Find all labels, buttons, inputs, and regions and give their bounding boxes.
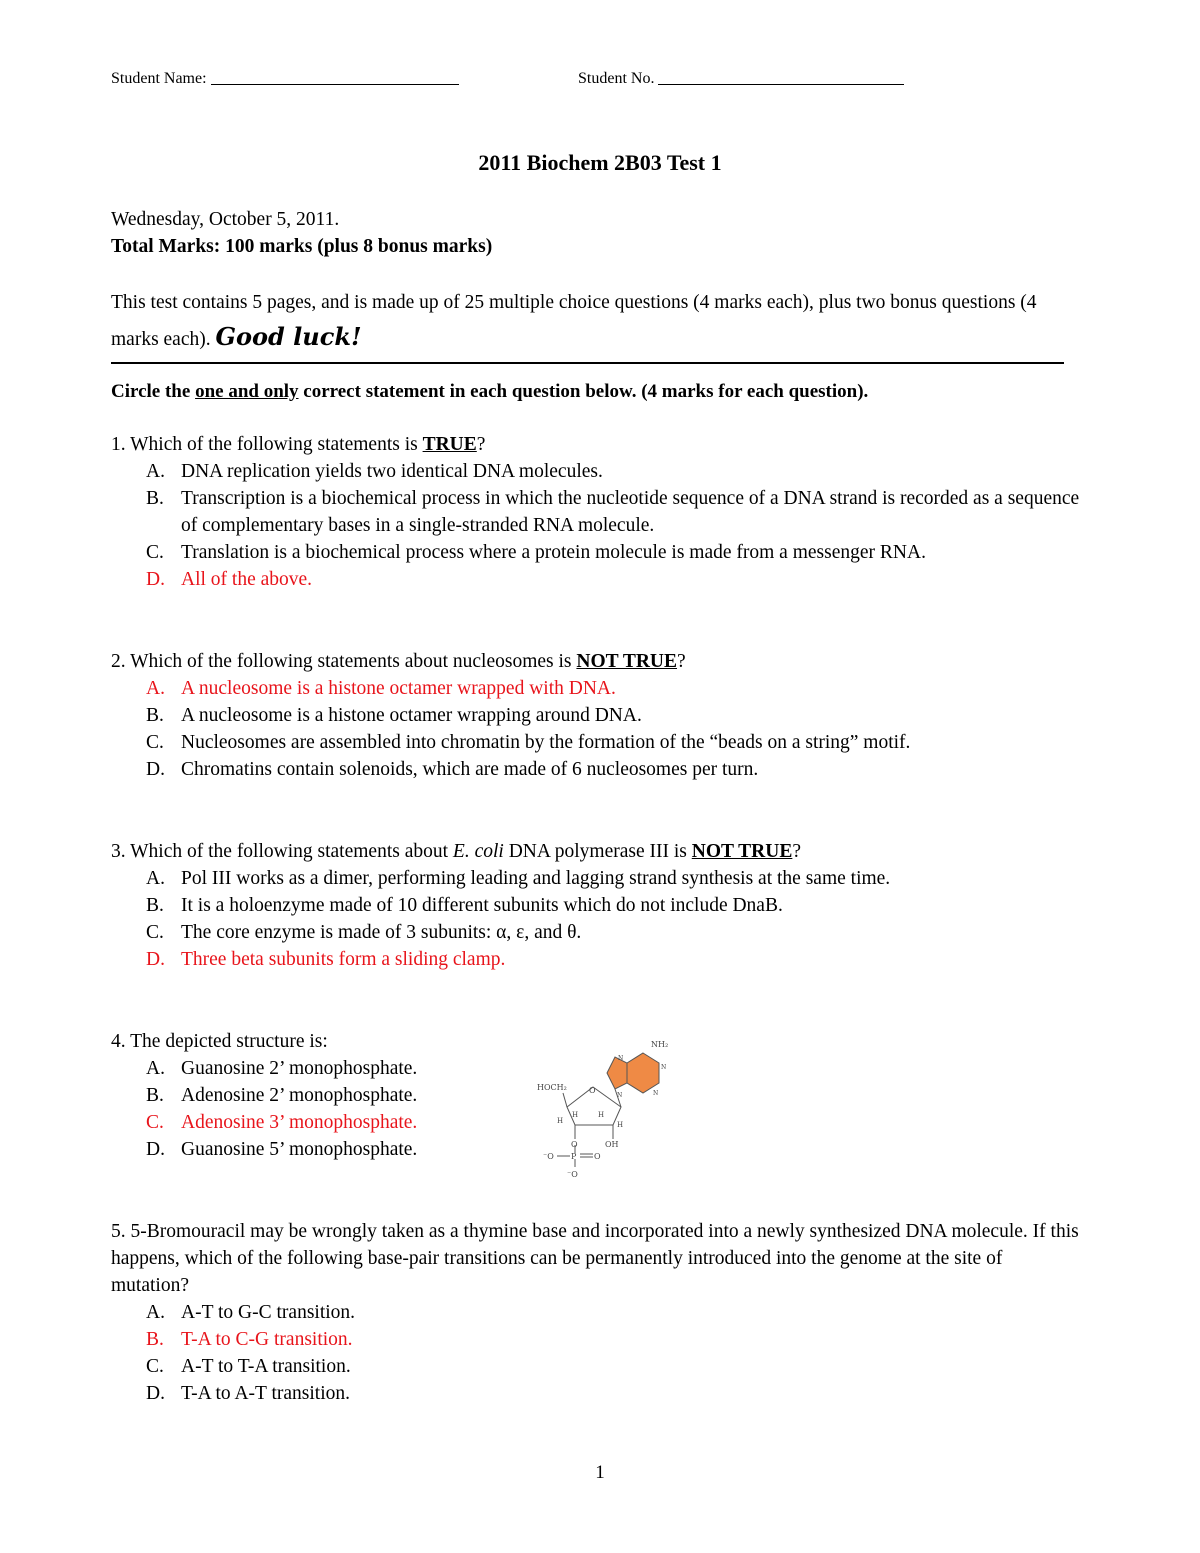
option-letter: C. [146, 732, 164, 753]
option-letter: C. [146, 1356, 164, 1377]
student-no-label: Student No. [578, 70, 655, 87]
divider-rule [111, 362, 1064, 364]
label-h-3: H [557, 1117, 564, 1125]
option-text: The core enzyme is made of 3 subunits: α, ε, and θ. [181, 922, 582, 943]
option-letter: B. [146, 895, 164, 916]
option-letter: A. [146, 461, 165, 482]
option-text: All of the above. [181, 569, 313, 590]
option-letter: B. [146, 488, 164, 509]
option-letter: B. [146, 1329, 164, 1350]
option-letter: D. [146, 949, 165, 970]
option-letter: C. [146, 542, 164, 563]
option-letter: A. [146, 678, 165, 699]
option-letter: C. [146, 1112, 164, 1133]
option-text: Pol III works as a dimer, performing leading and lagging strand synthesis at the same time. [181, 868, 891, 889]
label-o-minus-bottom: ⁻O [567, 1170, 578, 1179]
option-text: DNA replication yields two identical DNA molecules. [181, 461, 603, 482]
question-5 [111, 1218, 1081, 1407]
page-title: 2011 Biochem 2B03 Test 1 [478, 150, 722, 175]
stem-end: ? [476, 434, 486, 455]
ch2-bond [563, 1093, 567, 1107]
label-hoch2: HOCH₂ [537, 1083, 567, 1092]
option-a[interactable] [111, 458, 1081, 485]
stem-emphasis: TRUE [422, 434, 477, 455]
label-oh: OH [605, 1140, 619, 1149]
option-text: Nucleosomes are assembled into chromatin by the formation of the “beads on a string” motif. [181, 732, 911, 753]
student-no-field [578, 70, 904, 88]
label-o-minus-left: ⁻O [543, 1152, 554, 1161]
option-text: Three beta subunits form a sliding clamp. [181, 949, 506, 970]
option-text: Transcription is a biochemical process in which the nucleotide sequence of a DNA strand is recorded as a sequence of complementary bases in a single-stranded RNA molecule. [181, 488, 1080, 536]
option-text: Guanosine 5’ monophosphate. [181, 1139, 418, 1160]
option-text: A-T to G-C transition. [181, 1302, 356, 1323]
option-a[interactable] [111, 1055, 531, 1082]
label-nh2: NH₂ [651, 1040, 669, 1049]
question-1 [111, 431, 1081, 593]
option-d[interactable] [111, 1136, 531, 1163]
option-d[interactable] [111, 1380, 1081, 1407]
option-a[interactable] [111, 675, 1081, 702]
student-no-blank[interactable] [658, 83, 904, 85]
option-c[interactable] [111, 729, 1081, 756]
stem-end: ? [677, 651, 686, 672]
label-n-4: N [617, 1092, 623, 1099]
option-letter: B. [146, 1085, 164, 1106]
option-letter: A. [146, 868, 165, 889]
student-name-blank[interactable] [211, 83, 459, 85]
option-text: Adenosine 3’ monophosphate. [181, 1112, 418, 1133]
option-letter: D. [146, 569, 165, 590]
option-text: Adenosine 2’ monophosphate. [181, 1085, 418, 1106]
option-a[interactable] [111, 865, 1081, 892]
label-eq-o: O [594, 1152, 601, 1161]
option-d[interactable] [111, 566, 1081, 593]
option-text: Chromatins contain solenoids, which are made of 6 nucleosomes per turn. [181, 759, 759, 780]
stem-emphasis: NOT TRUE [691, 841, 793, 862]
label-o: O [571, 1140, 578, 1149]
option-letter: A. [146, 1302, 165, 1323]
stem-italic: E. coli [452, 841, 504, 862]
option-text: A nucleosome is a histone octamer wrapped with DNA. [181, 678, 616, 699]
option-text: T-A to C-G transition. [181, 1329, 353, 1350]
label-ring-o: O [589, 1086, 596, 1095]
option-b[interactable] [111, 702, 1081, 729]
stem-end: ? [792, 841, 802, 862]
option-letter: D. [146, 1139, 165, 1160]
stem-text: 2. Which of the following statements about nucleosomes is [111, 651, 577, 672]
label-n-2: N [661, 1064, 667, 1071]
option-c[interactable] [111, 919, 1081, 946]
student-name-field [111, 70, 459, 88]
question-stem [111, 431, 1081, 458]
question-stem [111, 838, 1081, 865]
option-c[interactable] [111, 1353, 1081, 1380]
option-b[interactable] [111, 892, 1081, 919]
label-n-1: N [618, 1055, 624, 1062]
option-text: It is a holoenzyme made of 10 different subunits which do not include DnaB. [181, 895, 783, 916]
label-n-3: N [653, 1090, 659, 1097]
option-text: Translation is a biochemical process where a protein molecule is made from a messenger RNA. [181, 542, 926, 563]
option-text: Guanosine 2’ monophosphate. [181, 1058, 418, 1079]
option-text: T-A to A-T transition. [181, 1383, 351, 1404]
question-4 [111, 1028, 531, 1163]
option-b[interactable] [111, 1326, 1081, 1353]
option-text: A nucleosome is a histone octamer wrapping around DNA. [181, 705, 642, 726]
question-stem [111, 1028, 531, 1055]
stem-text-mid: DNA polymerase III is [503, 841, 692, 862]
intro-paragraph [111, 286, 1071, 357]
option-letter: A. [146, 1058, 165, 1079]
option-c[interactable] [111, 1109, 531, 1136]
instructions-underlined: one and only [195, 381, 299, 402]
option-c[interactable] [111, 539, 1081, 566]
instructions [111, 378, 1071, 405]
total-marks: Total Marks: 100 marks (plus 8 bonus marks) [111, 236, 493, 257]
stem-text: 4. The depicted structure is: [111, 1031, 328, 1052]
stem-emphasis: NOT TRUE [576, 651, 678, 672]
student-name-label: Student Name: [111, 70, 207, 87]
label-h-1: H [572, 1111, 579, 1119]
option-b[interactable] [111, 485, 1081, 539]
instructions-pre: Circle the [111, 381, 196, 402]
exam-date: Wednesday, October 5, 2011. [111, 209, 340, 230]
option-letter: D. [146, 759, 165, 780]
good-luck-text: Good luck! [215, 322, 362, 351]
label-h-4: H [617, 1121, 624, 1129]
question-2 [111, 648, 1081, 783]
option-letter: C. [146, 922, 164, 943]
option-text: A-T to T-A transition. [181, 1356, 351, 1377]
purine-ring-imidazole [607, 1057, 627, 1089]
nucleotide-structure-diagram [535, 1035, 680, 1185]
label-h-2: H [598, 1111, 605, 1119]
stem-text: 3. Which of the following statements about [111, 841, 453, 862]
option-letter: D. [146, 1383, 165, 1404]
intro-text: This test contains 5 pages, and is made up of 25 multiple choice questions (4 marks each), plus two bonus questions (4 marks each). [111, 292, 1037, 350]
label-p: P [571, 1152, 577, 1161]
option-d[interactable] [111, 946, 1081, 973]
question-stem [111, 648, 1081, 675]
page-number: 1 [595, 1462, 605, 1483]
stem-text: 5. 5-Bromouracil may be wrongly taken as a thymine base and incorporated into a newly synthesized DNA molecule. If this happens, which of the following base-pair transitions can be permanently introduced into the genome at the site of mutation? [111, 1221, 1079, 1296]
option-d[interactable] [111, 756, 1081, 783]
option-b[interactable] [111, 1082, 531, 1109]
option-letter: B. [146, 705, 164, 726]
option-a[interactable] [111, 1299, 1081, 1326]
stem-text: 1. Which of the following statements is [111, 434, 423, 455]
instructions-post: correct statement in each question below. (4 marks for each question). [298, 381, 869, 402]
question-stem [111, 1218, 1081, 1299]
purine-ring-pyrimidine [627, 1053, 659, 1093]
question-3 [111, 838, 1081, 973]
